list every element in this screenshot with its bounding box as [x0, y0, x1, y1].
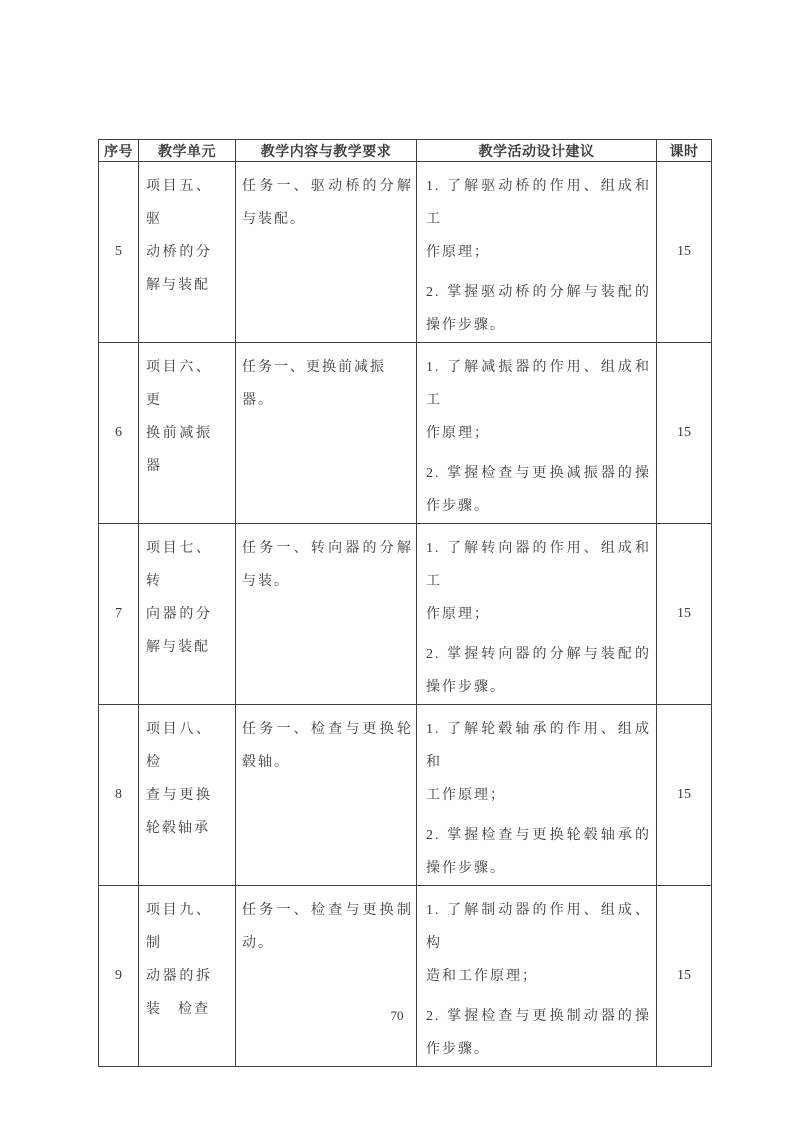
hours-value: 15 [657, 162, 712, 343]
activity-line: 作原理； [426, 426, 490, 441]
header-cell-no: 序号 [99, 140, 139, 162]
cell-activity [417, 524, 657, 705]
unit-line: 动器的拆 [146, 969, 212, 984]
activity-item [426, 713, 651, 812]
activity-line: 2. 掌握驱动桥的分解与装配的 [426, 285, 651, 300]
hours-value: 15 [657, 343, 712, 524]
cell-unit [139, 524, 236, 705]
activity-line: 操作步骤。 [426, 318, 506, 333]
activity-line: 工作原理； [426, 788, 506, 803]
content-line: 动。 [242, 936, 274, 951]
header-cell-hours: 课时 [657, 140, 712, 162]
row-number: 7 [99, 524, 139, 705]
content-line: 与装。 [242, 574, 290, 589]
activity-line: 1. 了解制动器的作用、组成、构 [426, 903, 651, 951]
content-line: 与装配。 [242, 212, 306, 227]
activity-line: 造和工作原理； [426, 969, 538, 984]
unit-line: 动桥的分 [146, 245, 212, 260]
hours-value: 15 [657, 705, 712, 886]
activity-item [426, 170, 651, 269]
activity-line: 作步骤。 [426, 499, 490, 514]
unit-line: 项目八、检 [146, 722, 212, 770]
activity-line: 操作步骤。 [426, 680, 506, 695]
activity-line: 1. 了解轮毂轴承的作用、组成和 [426, 722, 651, 770]
activity-line: 作原理； [426, 607, 490, 622]
activity-item [426, 457, 651, 523]
cell-content [236, 343, 417, 524]
header-cell-content: 教学内容与教学要求 [236, 140, 417, 162]
cell-activity [417, 886, 657, 1067]
activity-line: 2. 掌握检查与更换轮毂轴承的 [426, 828, 651, 843]
unit-line: 项目九、制 [146, 903, 212, 951]
cell-content [236, 705, 417, 886]
unit-line: 器 [146, 459, 162, 474]
table-row [99, 705, 712, 886]
activity-line: 2. 掌握检查与更换减振器的操 [426, 466, 651, 481]
course-table-container [98, 139, 712, 1067]
cell-content [236, 524, 417, 705]
content-line: 任务一、检查与更换制 [242, 903, 413, 918]
hours-value: 15 [657, 524, 712, 705]
unit-line: 项目六、更 [146, 360, 212, 408]
course-schedule-table [98, 139, 712, 1067]
cell-unit [139, 705, 236, 886]
page-number: 70 [390, 1008, 404, 1023]
unit-line: 装 检查 [146, 1002, 210, 1017]
unit-line: 解与装配 [146, 640, 210, 655]
activity-line: 1. 了解减振器的作用、组成和工 [426, 360, 651, 408]
content-line: 任务一、检查与更换轮 [242, 722, 413, 737]
table-header-row [99, 140, 712, 162]
unit-line: 解与装配 [146, 278, 210, 293]
activity-line: 2. 掌握转向器的分解与装配的 [426, 647, 651, 662]
table-row [99, 162, 712, 343]
activity-item [426, 532, 651, 631]
unit-line: 轮毂轴承 [146, 821, 210, 836]
hours-value: 15 [657, 886, 712, 1067]
activity-item [426, 638, 651, 704]
unit-line: 项目七、转 [146, 541, 212, 589]
cell-activity [417, 705, 657, 886]
row-number: 8 [99, 705, 139, 886]
activity-item [426, 819, 651, 885]
table-row [99, 886, 712, 1067]
cell-activity [417, 343, 657, 524]
row-number: 9 [99, 886, 139, 1067]
header-cell-unit: 教学单元 [139, 140, 236, 162]
cell-unit [139, 343, 236, 524]
activity-item [426, 894, 651, 993]
content-line: 任务一、更换前减振器。 [242, 360, 386, 408]
cell-unit [139, 886, 236, 1067]
unit-line: 查与更换 [146, 788, 212, 803]
table-row [99, 524, 712, 705]
activity-item [426, 351, 651, 450]
activity-line: 作步骤。 [426, 1042, 490, 1057]
activity-item [426, 276, 651, 342]
content-line: 任务一、驱动桥的分解 [242, 179, 413, 194]
unit-line: 向器的分 [146, 607, 212, 622]
activity-line: 1. 了解驱动桥的作用、组成和工 [426, 179, 651, 227]
content-line: 毂轴。 [242, 755, 290, 770]
cell-content [236, 162, 417, 343]
cell-activity [417, 162, 657, 343]
activity-line: 2. 掌握检查与更换制动器的操 [426, 1009, 651, 1024]
activity-line: 作原理； [426, 245, 490, 260]
content-line: 任务一、转向器的分解 [242, 541, 413, 556]
unit-line: 换前减振 [146, 426, 212, 441]
activity-line: 操作步骤。 [426, 861, 506, 876]
row-number: 5 [99, 162, 139, 343]
cell-unit [139, 162, 236, 343]
unit-line: 项目五、驱 [146, 179, 212, 227]
cell-content [236, 886, 417, 1067]
table-row [99, 343, 712, 524]
row-number: 6 [99, 343, 139, 524]
header-cell-activity: 教学活动设计建议 [417, 140, 657, 162]
activity-line: 1. 了解转向器的作用、组成和工 [426, 541, 651, 589]
